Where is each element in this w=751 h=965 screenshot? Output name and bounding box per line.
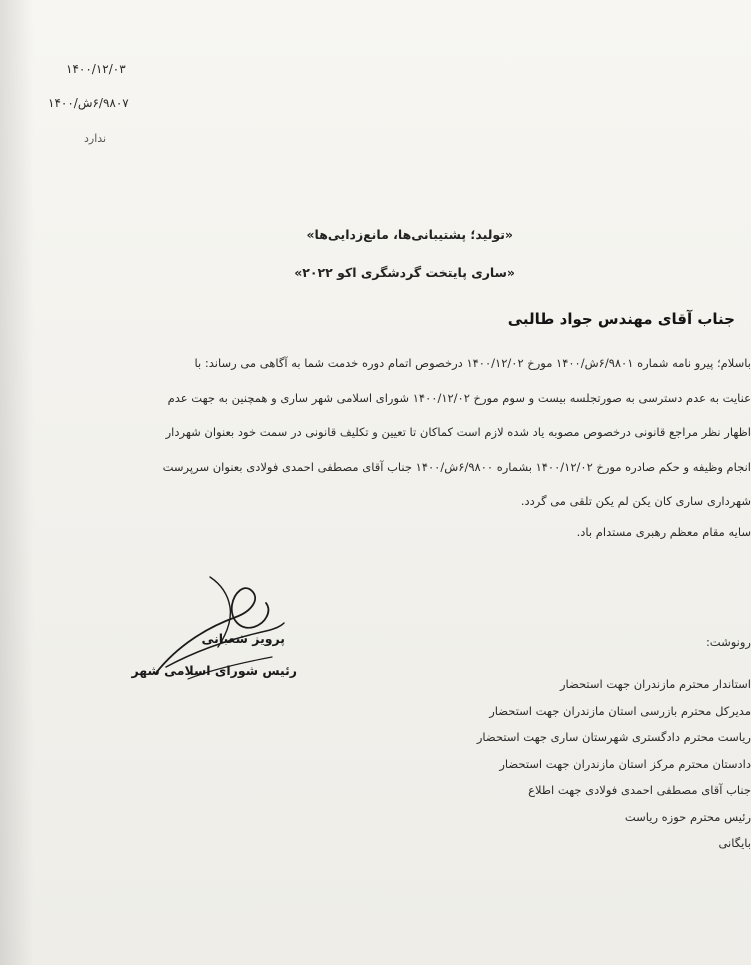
year-slogan: «تولید؛ پشتیبانی‌ها، مانع‌زدایی‌ها»	[306, 227, 513, 242]
cc-item: رئیس محترم حوزه ریاست	[624, 809, 751, 824]
signer-name: پرویز شعبانی	[201, 631, 285, 646]
cc-item: جناب آقای مصطفی احمدی فولادی جهت اطلاع	[528, 783, 751, 797]
addressee: جناب آقای مهندس جواد طالبی	[507, 310, 735, 328]
letter-number: ۶/۹۸۰۷ش/۱۴۰۰	[48, 96, 129, 110]
letter-attachment: ندارد	[84, 132, 107, 145]
body-line: باسلام؛ پیرو نامه شماره ۶/۹۸۰۱ش/۱۴۰۰ مورخ ۱۴۰۰/۱۲/۰۲ درخصوص اتمام دوره خدمت شما به آگاهی می رساند: با	[194, 356, 751, 370]
cc-item: ریاست محترم دادگستری شهرستان ساری جهت استحضار	[476, 730, 751, 744]
cc-list	[431, 671, 751, 857]
cc-heading: رونوشت:	[705, 635, 751, 649]
body-line: شهرداری ساری کان یکن لم یکن تلقی می گردد.	[520, 494, 751, 508]
letter-body	[17, 346, 751, 519]
cc-item: مدیرکل محترم بازرسی استان مازندران جهت استحضار	[489, 703, 751, 718]
closing-salutation: سایه مقام معظم رهبری مستدام باد.	[576, 525, 751, 539]
body-line: اظهار نظر مراجع قانونی درخصوص مصوبه یاد شده لازم است کماکان تا تعیین و تکلیف قانونی در سمت خود بعنوان شهردار	[165, 425, 751, 439]
signer-title: رئیس شورای اسلامی شهر	[131, 663, 297, 678]
letter-date: ۱۴۰۰/۱۲/۰۳	[66, 62, 126, 76]
city-slogan: «ساری پایتخت گردشگری اکو ۲۰۲۲»	[294, 265, 515, 280]
cc-item: دادستان محترم مرکز استان مازندران جهت استحضار	[499, 756, 751, 771]
body-line: انجام وظیفه و حکم صادره مورخ ۱۴۰۰/۱۲/۰۲ بشماره ۶/۹۸۰۰ش/۱۴۰۰ جناب آقای مصطفی احمدی فولادی بعنوان سرپرست	[162, 459, 751, 474]
cc-item: استاندار محترم مازندران جهت استحضار	[559, 677, 751, 691]
body-line: عنایت به عدم دسترسی به صورتجلسه بیست و سوم مورخ ۱۴۰۰/۱۲/۰۲ شورای اسلامی شهر ساری و همچنین به جهت عدم	[167, 390, 751, 405]
cc-item: بایگانی	[718, 836, 751, 850]
